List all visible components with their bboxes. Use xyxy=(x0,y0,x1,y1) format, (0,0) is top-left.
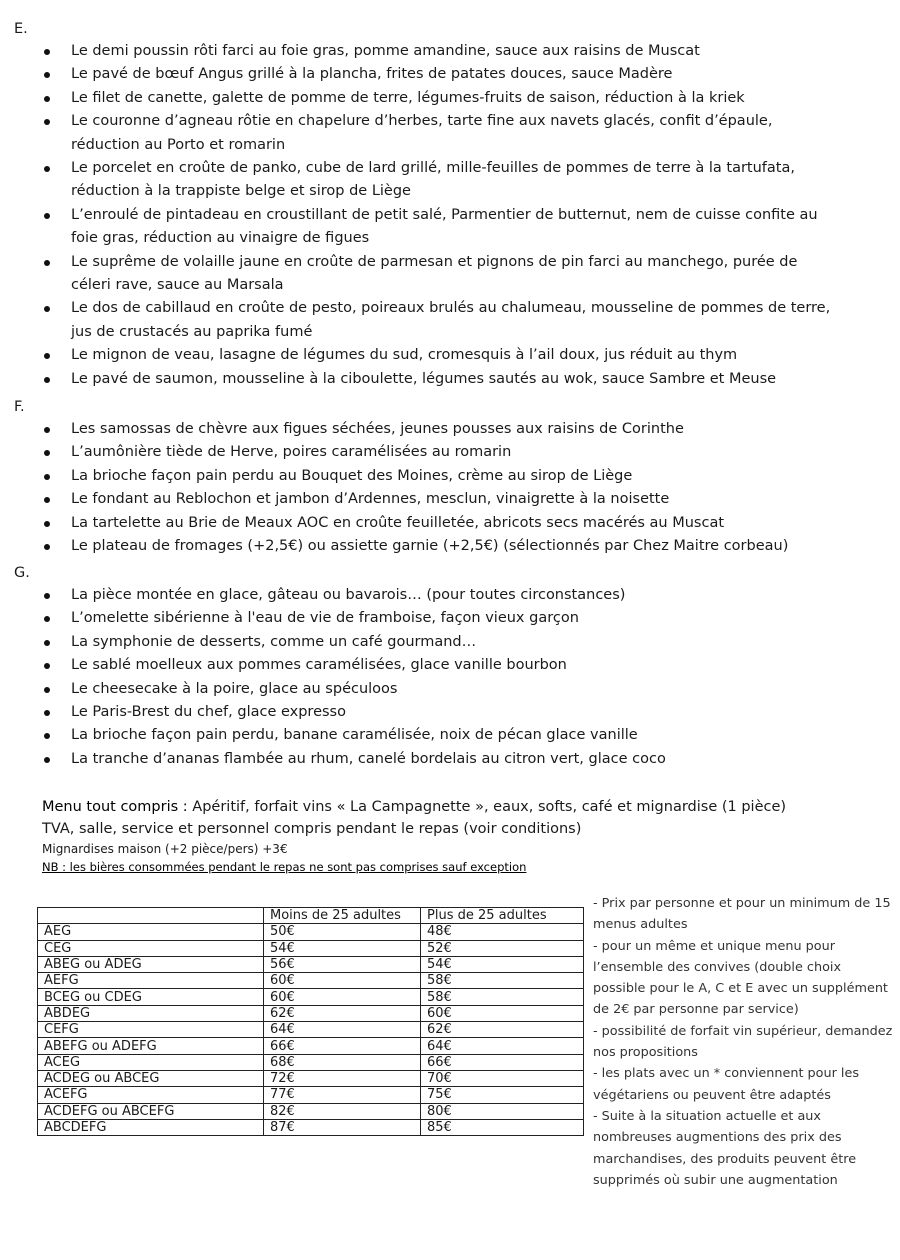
table-row xyxy=(38,1005,584,1021)
bullet-icon xyxy=(44,353,50,359)
list-item: Le couronne d’agneau rôtie en chapelure d’herbes, tarte fine aux navets glacés, confit d’épaule, réduction au Porto et romarin xyxy=(0,110,831,157)
summary-line-mignardises: Mignardises maison (+2 pièce/pers) +3€ xyxy=(42,842,288,856)
table-cell: 58€ xyxy=(421,989,584,1005)
table-cell: 64€ xyxy=(264,1022,421,1038)
list-item: La tartelette au Brie de Meaux AOC en croûte feuilletée, abricots secs macérés au Muscat xyxy=(0,512,831,535)
list-item: La symphonie de desserts, comme un café gourmand… xyxy=(0,631,831,654)
list-item: Le mignon de veau, lasagne de légumes du sud, cromesquis à l’ail doux, jus réduit au thym xyxy=(0,344,831,367)
table-cell: 66€ xyxy=(264,1038,421,1054)
table-row xyxy=(38,973,584,989)
bullet-icon xyxy=(44,757,50,763)
table-cell: 87€ xyxy=(264,1119,421,1135)
table-cell: BCEG ou CDEG xyxy=(38,989,264,1005)
table-cell: 56€ xyxy=(264,956,421,972)
table-cell: ACDEFG ou ABCEFG xyxy=(38,1103,264,1119)
bullet-icon xyxy=(44,306,50,312)
note-wine: - possibilité de forfait vin supérieur, demandez nos propositions xyxy=(593,1023,893,1061)
table-cell: ACEFG xyxy=(38,1087,264,1103)
table-cell: 60€ xyxy=(264,989,421,1005)
summary-line-tva: TVA, salle, service et personnel compris pendant le repas (voir conditions) xyxy=(42,821,582,837)
section-letter-g: G. xyxy=(14,565,30,581)
bullet-icon xyxy=(44,687,50,693)
table-cell: 62€ xyxy=(421,1022,584,1038)
section-f-list xyxy=(0,418,831,558)
list-item: L’enroulé de pintadeau en croustillant de petit salé, Parmentier de butternut, nem de cuisse confite au foie gras, réduction au vinaigre de figues xyxy=(0,204,831,251)
table-header-cell: Moins de 25 adultes xyxy=(264,908,421,924)
table-cell: ABCDEFG xyxy=(38,1119,264,1135)
bullet-icon xyxy=(44,593,50,599)
table-cell: ABEFG ou ADEFG xyxy=(38,1038,264,1054)
table-cell: 62€ xyxy=(264,1005,421,1021)
table-cell: 54€ xyxy=(421,956,584,972)
list-item: Le filet de canette, galette de pomme de terre, légumes-fruits de saison, réduction à la kriek xyxy=(0,87,831,110)
table-row xyxy=(38,1038,584,1054)
section-letter-f: F. xyxy=(14,399,25,415)
list-item: La brioche façon pain perdu, banane caramélisée, noix de pécan glace vanille xyxy=(0,724,831,747)
bullet-icon xyxy=(44,497,50,503)
table-row xyxy=(38,989,584,1005)
table-cell: 64€ xyxy=(421,1038,584,1054)
list-item: Le dos de cabillaud en croûte de pesto, poireaux brulés au chalumeau, mousseline de pommes de terre, jus de crustacés au paprika fumé xyxy=(0,297,831,344)
table-header-row xyxy=(38,908,584,924)
bullet-icon xyxy=(44,640,50,646)
bullet-icon xyxy=(44,710,50,716)
menu-summary xyxy=(42,796,862,876)
list-item: La tranche d’ananas flambée au rhum, canelé bordelais au citron vert, glace coco xyxy=(0,748,831,771)
table-cell: 70€ xyxy=(421,1070,584,1086)
table-cell: 52€ xyxy=(421,940,584,956)
table-cell: ACDEG ou ABCEG xyxy=(38,1070,264,1086)
table-cell: 80€ xyxy=(421,1103,584,1119)
table-cell: ACEG xyxy=(38,1054,264,1070)
note-vegetarian: - les plats avec un * conviennent pour les végétariens ou peuvent être adaptés xyxy=(593,1066,860,1103)
section-letter-e: E. xyxy=(14,21,28,37)
summary-line-nb: NB : les bières consommées pendant le repas ne sont pas comprises sauf exception xyxy=(42,860,527,874)
note-price-increase: - Suite à la situation actuelle et aux nombreuses augmentions des prix des marchandises, des produits peuvent être supprimés où subir une augmentation xyxy=(593,1108,857,1188)
list-item: Le fondant au Reblochon et jambon d’Ardennes, mesclun, vinaigrette à la noisette xyxy=(0,488,831,511)
section-g-list xyxy=(0,584,831,771)
table-row xyxy=(38,1103,584,1119)
bullet-icon xyxy=(44,96,50,102)
table-cell: 72€ xyxy=(264,1070,421,1086)
bullet-icon xyxy=(44,450,50,456)
table-cell: 50€ xyxy=(264,924,421,940)
bullet-icon xyxy=(44,733,50,739)
list-item: Le Paris-Brest du chef, glace expresso xyxy=(0,701,831,724)
bullet-icon xyxy=(44,663,50,669)
table-row xyxy=(38,1087,584,1103)
summary-line-includes: Menu tout compris : Apéritif, forfait vins « La Campagnette », eaux, softs, café et mignardise (1 pièce) xyxy=(42,799,787,815)
price-table xyxy=(37,907,584,1136)
list-item: Le pavé de bœuf Angus grillé à la plancha, frites de patates douces, sauce Madère xyxy=(0,63,831,86)
table-cell: CEFG xyxy=(38,1022,264,1038)
table-cell: 75€ xyxy=(421,1087,584,1103)
table-cell: 60€ xyxy=(421,1005,584,1021)
table-cell: 58€ xyxy=(421,973,584,989)
note-single-menu: - pour un même et unique menu pour l’ensemble des convives (double choix possible pour le A, C et E avec un supplément de 2€ par personne par service) xyxy=(593,938,888,1018)
list-item: Le suprême de volaille jaune en croûte de parmesan et pignons de pin farci au manchego, purée de céleri rave, sauce au Marsala xyxy=(0,251,831,298)
table-cell: 66€ xyxy=(421,1054,584,1070)
list-item: Le demi poussin rôti farci au foie gras, pomme amandine, sauce aux raisins de Muscat xyxy=(0,40,831,63)
list-item: La pièce montée en glace, gâteau ou bavarois… (pour toutes circonstances) xyxy=(0,584,831,607)
table-row xyxy=(38,940,584,956)
list-item: La brioche façon pain perdu au Bouquet des Moines, crème au sirop de Liège xyxy=(0,465,831,488)
table-header-cell xyxy=(38,908,264,924)
section-e-list xyxy=(0,40,831,391)
bullet-icon xyxy=(44,72,50,78)
note-minimum: - Prix par personne et pour un minimum de 15 menus adultes xyxy=(593,896,891,933)
table-cell: 60€ xyxy=(264,973,421,989)
list-item: Le porcelet en croûte de panko, cube de lard grillé, mille-feuilles de pommes de terre à la tartufata, réduction à la trappiste belge et sirop de Liège xyxy=(0,157,831,204)
list-item: Le plateau de fromages (+2,5€) ou assiette garnie (+2,5€) (sélectionnés par Chez Maitre corbeau) xyxy=(0,535,831,558)
bullet-icon xyxy=(44,260,50,266)
table-cell: 68€ xyxy=(264,1054,421,1070)
bullet-icon xyxy=(44,119,50,125)
list-item: Le sablé moelleux aux pommes caramélisées, glace vanille bourbon xyxy=(0,654,831,677)
bullet-icon xyxy=(44,544,50,550)
bullet-icon xyxy=(44,616,50,622)
bullet-icon xyxy=(44,377,50,383)
bullet-icon xyxy=(44,49,50,55)
list-item: L’omelette sibérienne à l'eau de vie de framboise, façon vieux garçon xyxy=(0,607,831,630)
table-row xyxy=(38,1119,584,1135)
list-item: Le pavé de saumon, mousseline à la ciboulette, légumes sautés au wok, sauce Sambre et Meuse xyxy=(0,368,831,391)
bullet-icon xyxy=(44,166,50,172)
table-cell: 85€ xyxy=(421,1119,584,1135)
table-header-cell: Plus de 25 adultes xyxy=(421,908,584,924)
table-cell: AEG xyxy=(38,924,264,940)
bullet-icon xyxy=(44,427,50,433)
table-row xyxy=(38,956,584,972)
table-cell: 54€ xyxy=(264,940,421,956)
table-row xyxy=(38,1022,584,1038)
table-row xyxy=(38,1070,584,1086)
list-item: L’aumônière tiède de Herve, poires caramélisées au romarin xyxy=(0,441,831,464)
table-cell: 82€ xyxy=(264,1103,421,1119)
bullet-icon xyxy=(44,474,50,480)
bullet-icon xyxy=(44,213,50,219)
table-cell: CEG xyxy=(38,940,264,956)
table-cell: 77€ xyxy=(264,1087,421,1103)
price-notes xyxy=(593,893,893,1191)
table-row xyxy=(38,924,584,940)
table-cell: ABDEG xyxy=(38,1005,264,1021)
list-item: Le cheesecake à la poire, glace au spéculoos xyxy=(0,678,831,701)
bullet-icon xyxy=(44,521,50,527)
list-item: Les samossas de chèvre aux figues séchées, jeunes pousses aux raisins de Corinthe xyxy=(0,418,831,441)
table-cell: ABEG ou ADEG xyxy=(38,956,264,972)
table-cell: AEFG xyxy=(38,973,264,989)
table-cell: 48€ xyxy=(421,924,584,940)
table-row xyxy=(38,1054,584,1070)
